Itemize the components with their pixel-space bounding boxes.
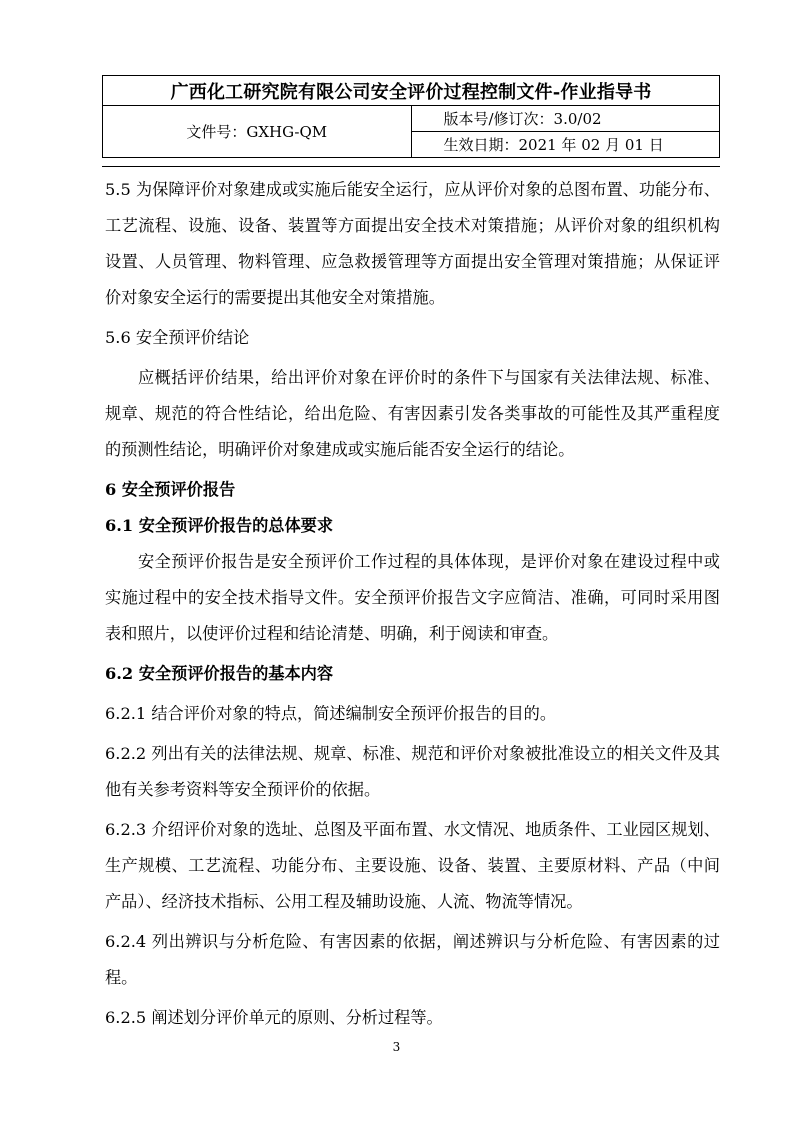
document-body — [105, 172, 720, 1036]
paragraph-6-1: 安全预评价报告是安全预评价工作过程的具体体现，是评价对象在建设过程中或实施过程中的安全技术指导文件。安全预评价报告文字应简洁、准确，可同时采用图表和照片，以使评价过程和结论清楚、明确，利于阅读和审查。 — [105, 552, 720, 643]
paragraph-6-2-4: 6.2.4 列出辨识与分析危险、有害因素的依据，阐述辨识与分析危险、有害因素的过程。 — [105, 932, 720, 987]
paragraph-6-2-3: 6.2.3 介绍评价对象的选址、总图及平面布置、水文情况、地质条件、工业园区规划、生产规模、工艺流程、功能分布、主要设施、设备、装置、主要原材料、产品（中间产品）、经济技术指标、公用工程及辅助设施、人流、物流等情况。 — [105, 820, 720, 911]
paragraph-5-5: 5.5 为保障评价对象建成或实施后能安全运行，应从评价对象的总图布置、功能分布、工艺流程、设施、设备、装置等方面提出安全技术对策措施；从评价对象的组织机构设置、人员管理、物料管理、应急救援管理等方面提出安全管理对策措施；从保证评价对象安全运行的需要提出其他安全对策措施。 — [105, 180, 720, 307]
paragraph-6-2-1: 6.2.1 结合评价对象的特点，简述编制安全预评价报告的目的。 — [105, 704, 557, 723]
section-heading-6: 6 安全预评价报告 — [105, 480, 236, 499]
document-number: 文件号：GXHG-QM — [103, 106, 412, 158]
paragraph-6-2-2: 6.2.2 列出有关的法律法规、规章、标准、规范和评价对象被批准设立的相关文件及其他有关参考资料等安全预评价的依据。 — [105, 744, 720, 799]
section-heading-6-1: 6.1 安全预评价报告的总体要求 — [105, 516, 334, 535]
paragraph-5-6: 应概括评价结果，给出评价对象在评价时的条件下与国家有关法律法规、标准、规章、规范的符合性结论，给出危险、有害因素引发各类事故的可能性及其严重程度的预测性结论，明确评价对象建成或实施后能否安全运行的结论。 — [105, 368, 720, 459]
paragraph-6-2-5: 6.2.5 阐述划分评价单元的原则、分析过程等。 — [105, 1008, 443, 1027]
version-revision: 版本号/修订次：3.0/02 — [411, 106, 720, 132]
document-title: 广西化工研究院有限公司安全评价过程控制文件-作业指导书 — [103, 76, 720, 106]
page-number: 3 — [392, 1040, 401, 1054]
document-header-table — [102, 75, 720, 158]
section-heading-5-6: 5.6 安全预评价结论 — [105, 328, 250, 347]
effective-date: 生效日期：2021 年 02 月 01 日 — [411, 132, 720, 158]
header-divider — [102, 166, 720, 167]
section-heading-6-2: 6.2 安全预评价报告的基本内容 — [105, 664, 334, 683]
